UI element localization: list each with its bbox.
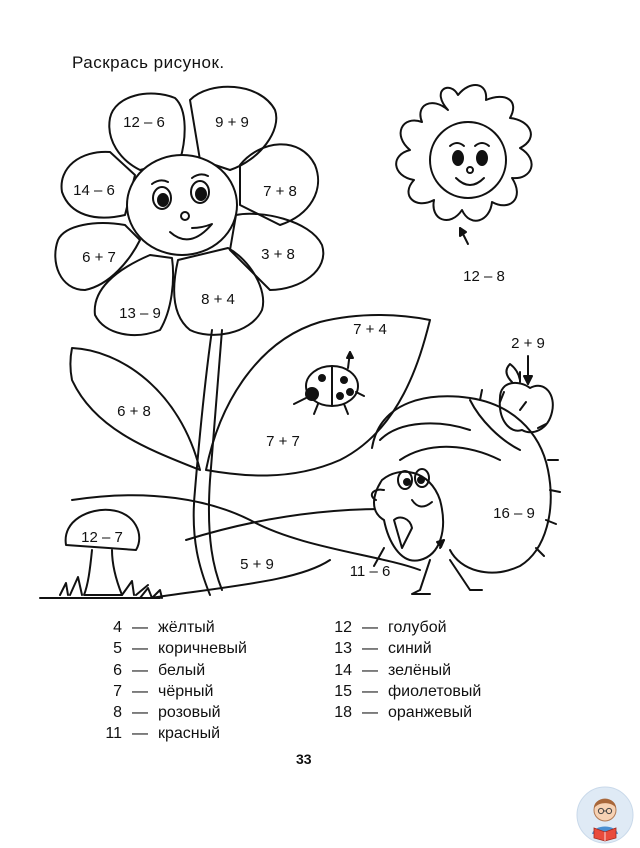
petal-label: 7 + 8 (263, 183, 297, 200)
key-row (318, 681, 481, 702)
hill-label: 5 + 9 (240, 556, 274, 573)
ladybug-label: 7 + 4 (353, 321, 387, 338)
key-dash: — (132, 704, 148, 722)
key-dash: — (362, 704, 378, 722)
key-number: 8 (113, 704, 122, 722)
key-number: 15 (334, 682, 352, 700)
apple-label: 2 + 9 (511, 335, 545, 352)
sun (396, 85, 531, 244)
key-row (318, 617, 481, 638)
sun-label: 12 – 8 (463, 268, 505, 285)
key-number: 12 (334, 619, 352, 636)
key-number: 5 (113, 640, 122, 658)
key-row (88, 638, 247, 659)
key-dash: — (132, 661, 148, 679)
key-color: голубой (388, 619, 447, 636)
key-number: 11 (105, 725, 122, 743)
left-leaf-label: 6 + 8 (117, 403, 151, 420)
key-color: коричневый (158, 640, 247, 658)
key-row (88, 702, 247, 723)
key-color: розовый (158, 704, 221, 722)
petal-label: 12 – 6 (123, 114, 165, 131)
hedgehog-label: 16 – 9 (493, 505, 535, 522)
right-leaf-label: 7 + 7 (266, 433, 300, 450)
key-color: фиолетовый (388, 682, 482, 700)
key-color: чёрный (158, 682, 214, 700)
key-number: 6 (113, 661, 122, 679)
key-dash: — (362, 619, 378, 636)
key-dash: — (362, 640, 378, 658)
petal-label: 3 + 8 (261, 246, 295, 263)
key-dash: — (362, 682, 378, 700)
ladybug (294, 352, 364, 414)
key-number: 4 (113, 619, 122, 636)
petal-label: 8 + 4 (201, 291, 235, 308)
page-number: 33 (296, 751, 312, 767)
key-row (318, 638, 481, 659)
petal-label: 6 + 7 (82, 249, 116, 266)
key-number: 18 (334, 704, 352, 722)
key-dash: — (132, 619, 148, 636)
instruction-title: Раскрась рисунок. (72, 53, 225, 72)
key-color: зелёный (388, 661, 452, 679)
key-color: оранжевый (388, 704, 473, 722)
petal-label: 14 – 6 (73, 182, 115, 199)
petal-label: 13 – 9 (119, 305, 161, 322)
key-number: 14 (334, 661, 352, 679)
key-number: 7 (113, 682, 122, 700)
key-dash: — (132, 640, 148, 658)
apple (500, 356, 553, 432)
reading-boy-logo-icon (576, 786, 634, 844)
mushroom (60, 510, 148, 595)
key-row (88, 681, 247, 702)
key-row (88, 617, 247, 638)
key-dash: — (132, 682, 148, 700)
key-number: 13 (334, 640, 352, 658)
key-color: синий (388, 640, 432, 658)
key-row (88, 660, 247, 681)
key-color: красный (158, 725, 221, 743)
color-key-right (318, 617, 481, 723)
mushroom-label: 12 – 7 (81, 529, 123, 546)
key-color: жёлтый (158, 619, 215, 636)
key-row (318, 660, 481, 681)
key-dash: — (132, 725, 148, 743)
key-dash: — (362, 661, 378, 679)
key-color: белый (158, 661, 206, 679)
flower-face (127, 155, 237, 255)
carrot-label: 11 – 6 (349, 563, 391, 580)
color-key-left (88, 617, 247, 745)
petal-label: 9 + 9 (215, 114, 249, 131)
key-row (88, 723, 247, 744)
key-row (318, 702, 481, 723)
